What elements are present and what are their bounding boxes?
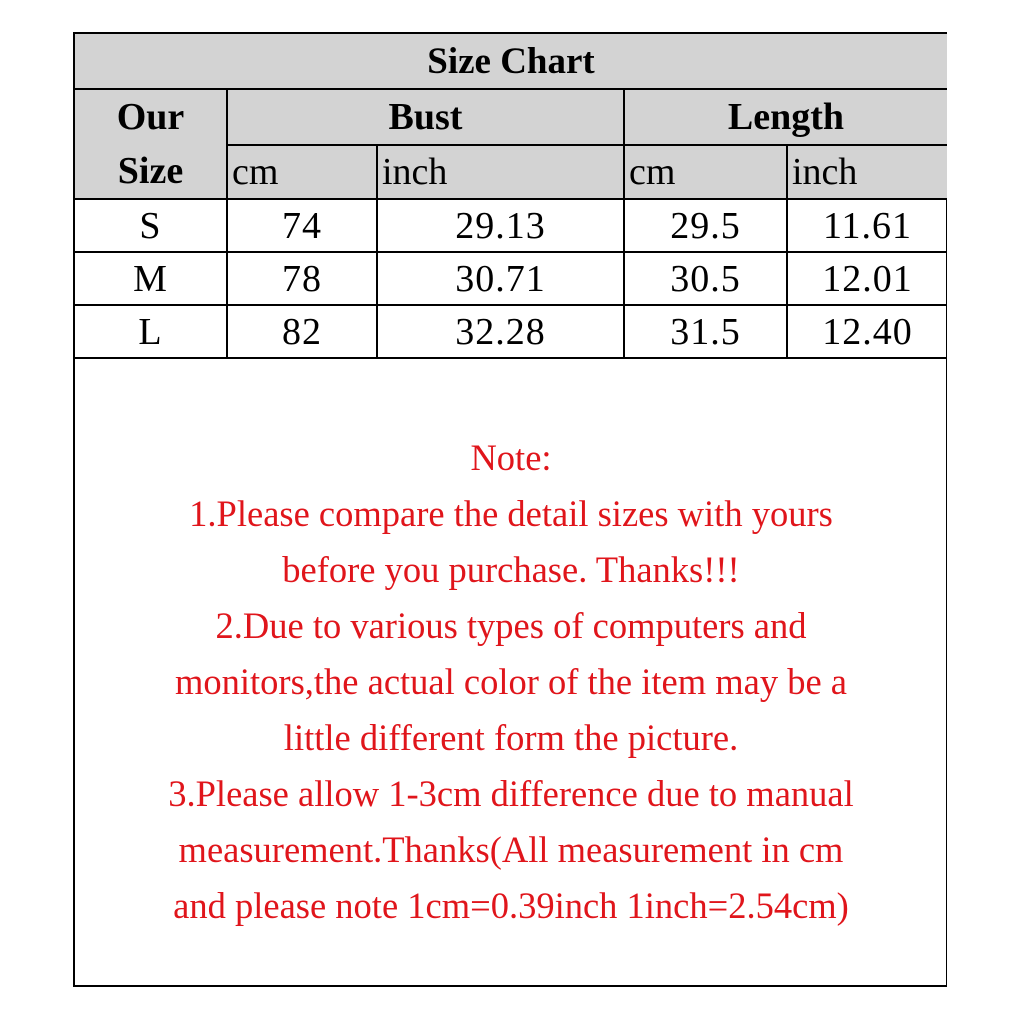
note-line: before you purchase. Thanks!!! xyxy=(282,549,740,590)
header-row-groups xyxy=(75,89,947,145)
bust-header: Bust xyxy=(227,89,624,145)
length-inch-cell: 11.61 xyxy=(787,199,947,252)
note-line: 3.Please allow 1-3cm difference due to manual xyxy=(168,773,854,814)
length-cm-cell: 30.5 xyxy=(624,252,787,305)
bust-inch-cell: 32.28 xyxy=(377,305,624,358)
title-row xyxy=(75,34,947,89)
size-cell: S xyxy=(75,199,227,252)
size-cell: M xyxy=(75,252,227,305)
table-row xyxy=(75,305,947,358)
bust-cm-cell: 82 xyxy=(227,305,377,358)
table-row xyxy=(75,252,947,305)
size-cell: L xyxy=(75,305,227,358)
note-line: monitors,the actual color of the item may be a xyxy=(175,661,847,702)
note-heading: Note: xyxy=(470,437,552,478)
note-line: 1.Please compare the detail sizes with yours xyxy=(189,493,833,534)
table-title: Size Chart xyxy=(75,34,947,89)
length-cm-cell: 31.5 xyxy=(624,305,787,358)
bust-cm-cell: 74 xyxy=(227,199,377,252)
note-line: measurement.Thanks(All measurement in cm xyxy=(178,829,844,870)
bust-cm-header: cm xyxy=(227,145,377,199)
length-header: Length xyxy=(624,89,947,145)
length-inch-cell: 12.40 xyxy=(787,305,947,358)
note-line: little different form the picture. xyxy=(283,717,739,758)
table-row xyxy=(75,199,947,252)
bust-inch-header: inch xyxy=(377,145,624,199)
length-inch-header: inch xyxy=(787,145,947,199)
size-chart-table xyxy=(75,34,947,359)
our-size-line1: Our xyxy=(116,96,185,138)
note-line: 2.Due to various types of computers and xyxy=(215,605,807,646)
length-inch-cell: 12.01 xyxy=(787,252,947,305)
bust-cm-cell: 78 xyxy=(227,252,377,305)
size-chart-frame xyxy=(73,32,947,987)
notes-block xyxy=(75,430,947,934)
length-cm-cell: 29.5 xyxy=(624,199,787,252)
our-size-line2: Size xyxy=(117,150,184,192)
bust-inch-cell: 29.13 xyxy=(377,199,624,252)
note-line: and please note 1cm=0.39inch 1inch=2.54cm) xyxy=(173,885,849,926)
length-cm-header: cm xyxy=(624,145,787,199)
our-size-header xyxy=(75,89,227,199)
bust-inch-cell: 30.71 xyxy=(377,252,624,305)
